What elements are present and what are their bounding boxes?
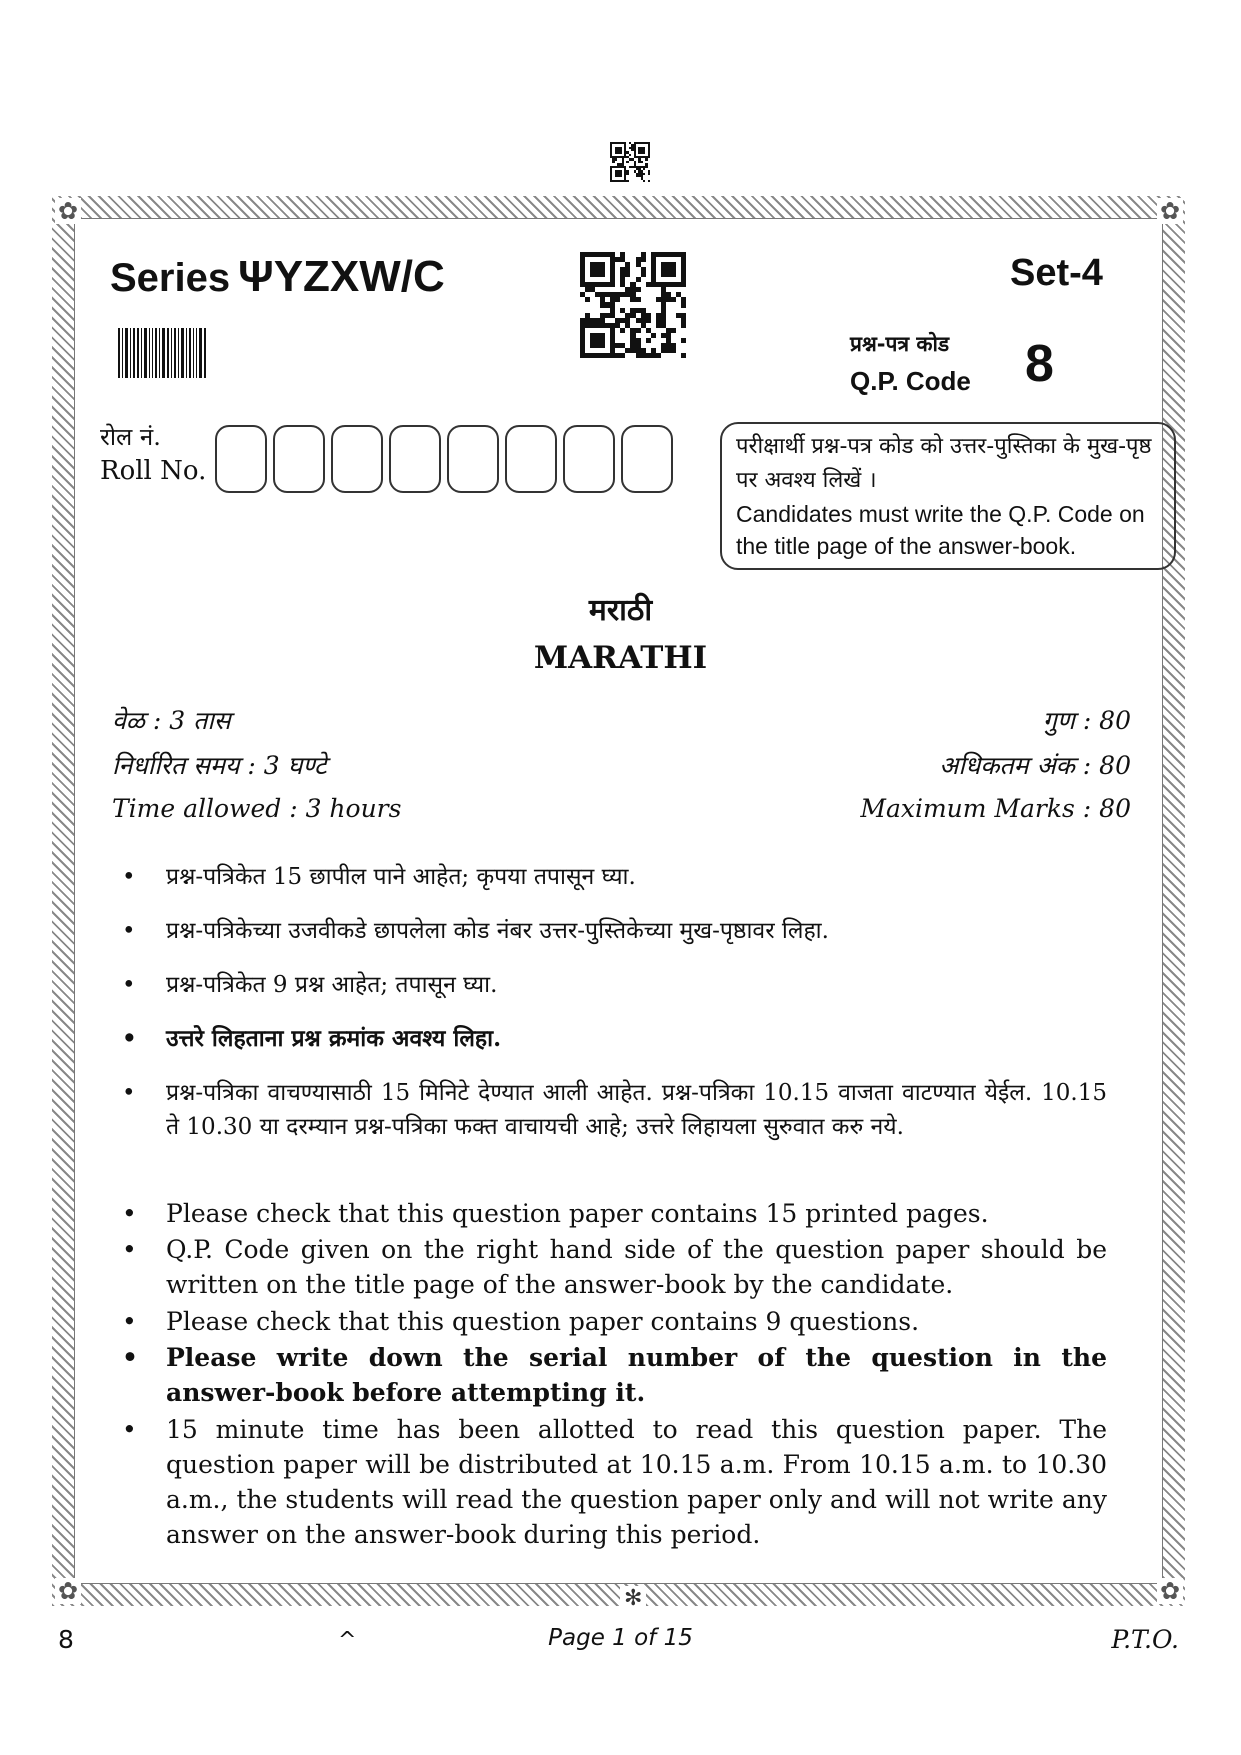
page-number: Page 1 of 15 <box>548 1625 693 1651</box>
series-label: Series ΨYZXW/C <box>110 252 445 301</box>
list-item: • प्रश्न-पत्रिकेच्या उजवीकडे छापलेला कोड नंबर उत्तर-पुस्तिकेच्या मुख-पृष्ठावर लिहा. <box>122 918 829 944</box>
roll-digit-box[interactable] <box>505 425 557 493</box>
footer-caret: ^ <box>338 1628 357 1653</box>
time-marathi: वेळ : 3 तास <box>112 706 231 735</box>
list-item: • Please write down the serial number of the question in the answer-book before attempting it. <box>122 1343 1107 1407</box>
barcode <box>118 328 220 378</box>
subject-title: MARATHI <box>533 640 708 676</box>
instructions-marathi <box>122 860 1107 1190</box>
list-item: • उत्तरे लिहताना प्रश्न क्रमांक अवश्य लिहा. <box>122 1025 502 1052</box>
list-item: • Please check that this question paper contains 9 questions. <box>122 1307 920 1336</box>
roll-digit-box[interactable] <box>389 425 441 493</box>
instructions-english <box>122 1196 1107 1576</box>
qp-code-label-hindi: प्रश्न-पत्र कोड <box>850 332 950 356</box>
maximum-marks: Maximum Marks : 80 <box>860 794 1131 823</box>
list-item: • 15 minute time has been allotted to read this question paper. The question paper will be distributed at 10.15 a.m. From 10.15 a.m. to 10.30 a.m., the students will read the question paper only and will not write any answer on the answer-book during this period. <box>122 1415 1107 1549</box>
list-item: • प्रश्न-पत्रिकेत 15 छापील पाने आहेत; कृपया तपासून घ्या. <box>122 864 636 890</box>
roll-digit-box[interactable] <box>563 425 615 493</box>
list-item: • Q.P. Code given on the right hand side of the question paper should be written on the title page of the answer-book by the candidate. <box>122 1235 1107 1299</box>
notice-english: Candidates must write the Q.P. Code on the title page of the answer-book. <box>736 501 1145 559</box>
marks-hindi: अधिकतम अंक : 80 <box>939 751 1131 780</box>
time-allowed: Time allowed : 3 hours <box>112 794 402 823</box>
qr-code-small <box>610 142 650 182</box>
qp-code-value: 8 <box>1025 335 1054 393</box>
roll-number-boxes <box>215 425 673 493</box>
notice-hindi: परीक्षार्थी प्रश्न-पत्र कोड को उत्तर-पुस्तिका के मुख-पृष्ठ पर अवश्य लिखें । <box>736 434 1152 493</box>
list-item: • प्रश्न-पत्रिकेत 9 प्रश्न आहेत; तपासून घ्या. <box>122 972 498 998</box>
set-label: Set-4 <box>1010 252 1103 294</box>
series-code: ΨYZXW/C <box>238 252 445 301</box>
roll-label-hindi: रोल नं. <box>100 423 161 451</box>
roll-label: Roll No. <box>100 456 207 486</box>
list-item: • प्रश्न-पत्रिका वाचण्यासाठी 15 मिनिटे देण्यात आली आहेत. प्रश्न-पत्रिका 10.15 वाजता वाटण्यात येईल. 10.15 ते 10.30 या दरम्यान प्रश्न-पत्रिका फक्त वाचायची आहे; उत्तरे लिहायला सुरुवात करु नये. <box>122 1080 1107 1140</box>
time-hindi: निर्धारित समय : 3 घण्टे <box>112 751 327 780</box>
pto-label: P.T.O. <box>1111 1625 1179 1654</box>
list-item: • Please check that this question paper contains 15 printed pages. <box>122 1199 989 1228</box>
subject-title-marathi: मराठी <box>588 593 653 628</box>
roll-digit-box[interactable] <box>215 425 267 493</box>
qp-code-label: Q.P. Code <box>850 366 971 396</box>
qp-code-notice <box>720 422 1176 570</box>
roll-digit-box[interactable] <box>273 425 325 493</box>
roll-digit-box[interactable] <box>447 425 499 493</box>
footer-qp-code: 8 <box>58 1625 74 1654</box>
roll-digit-box[interactable] <box>331 425 383 493</box>
corner-ornament-icon: ✿ <box>1157 1578 1183 1604</box>
marks-marathi: गुण : 80 <box>1042 706 1131 735</box>
corner-ornament-icon: ✿ <box>1157 198 1183 224</box>
corner-ornament-icon: ✿ <box>55 1578 81 1604</box>
star-ornament-icon: ✻ <box>620 1586 646 1611</box>
qr-code <box>580 252 686 358</box>
corner-ornament-icon: ✿ <box>55 198 81 224</box>
roll-digit-box[interactable] <box>621 425 673 493</box>
